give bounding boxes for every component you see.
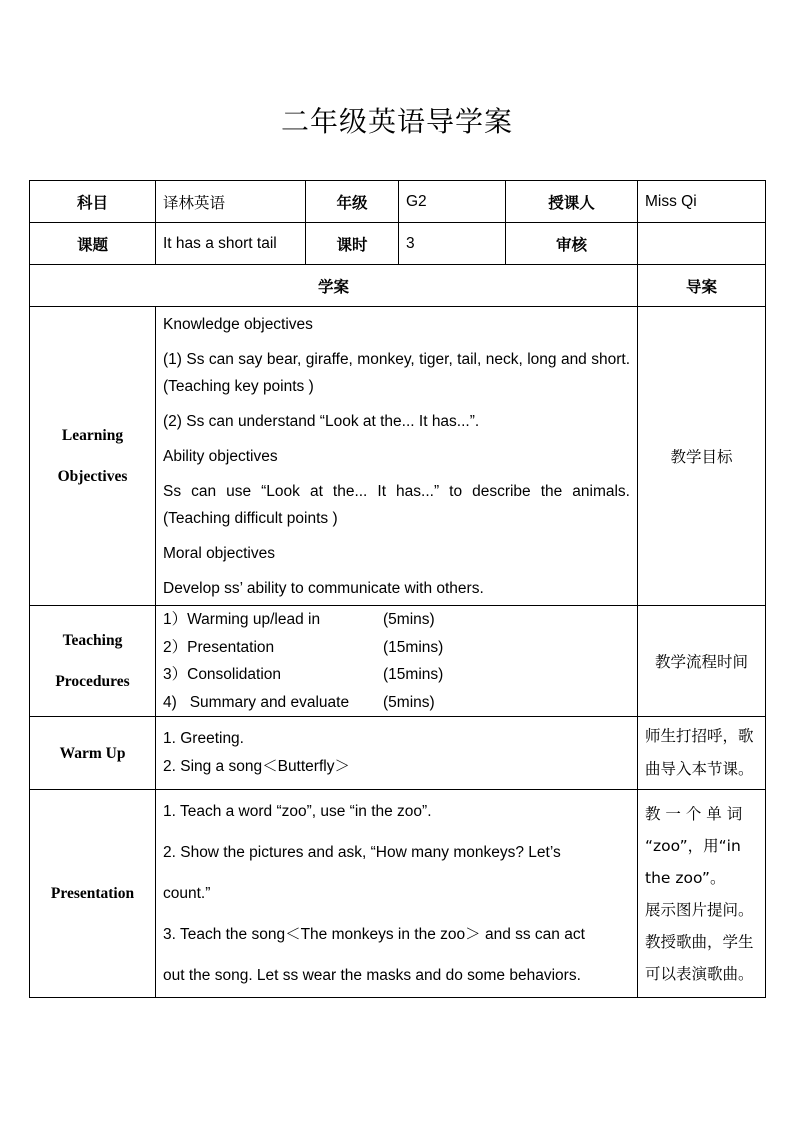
- lesson-plan-table: [29, 180, 766, 998]
- objectives-label: [30, 307, 156, 606]
- procedures-label: [30, 606, 156, 717]
- presentation-guide-line: the zoo”。: [645, 868, 726, 887]
- warmup-guide-line: 师生打招呼，歌: [645, 727, 754, 745]
- review-value: [638, 223, 766, 265]
- subject-label: 科目: [30, 181, 156, 223]
- warmup-content: [156, 717, 638, 790]
- topic-label: 课题: [30, 223, 156, 265]
- presentation-guide-line: 可以表演歌曲。: [645, 964, 754, 983]
- grade-value: G2: [399, 181, 506, 223]
- presentation-line: 3. Teach the song＜The monkeys in the zoo＞ and ss can act: [163, 926, 585, 943]
- objectives-line: Ss can use “Look at the... It has...” to describe the animals. (Teaching difficult points ): [163, 482, 630, 527]
- presentation-line: count.”: [163, 885, 211, 902]
- objectives-line: Moral objectives: [163, 544, 275, 562]
- objectives-label-line2: Objectives: [57, 468, 128, 485]
- procedure-step-time: (15mins): [383, 638, 444, 656]
- procedure-step-label: 3）Consolidation: [163, 666, 282, 683]
- period-value: 3: [399, 223, 506, 265]
- procedure-step-label: 2）Presentation: [163, 638, 275, 656]
- objectives-line: Ability objectives: [163, 447, 278, 465]
- objectives-content: [156, 307, 638, 606]
- learning-plan-header: 学案: [30, 265, 638, 307]
- guidance-header: 导案: [638, 265, 766, 307]
- column-header-row: [30, 265, 766, 307]
- page-title: 二年级英语导学案: [280, 105, 513, 138]
- presentation-row: [30, 790, 766, 998]
- procedure-step: [163, 606, 630, 634]
- procedure-step: [163, 689, 630, 717]
- procedures-content: [156, 606, 638, 717]
- objectives-line: Develop ss’ ability to communicate with others.: [163, 579, 484, 597]
- procedure-step-time: (15mins): [383, 666, 444, 683]
- presentation-line: 2. Show the pictures and ask, “How many monkeys? Let’s: [163, 844, 561, 861]
- presentation-guide-line: 教 一 个 单 词: [645, 804, 743, 823]
- procedure-step-label: 4) Summary and evaluate: [163, 693, 350, 711]
- warmup-item: 2. Sing a song＜Butterfly＞: [163, 758, 350, 775]
- procedure-step: [163, 661, 630, 689]
- procedure-step-time: (5mins): [383, 611, 435, 628]
- warmup-row: [30, 717, 766, 790]
- objectives-line: Knowledge objectives: [163, 315, 313, 333]
- warmup-label: Warm Up: [30, 717, 156, 790]
- grade-label: 年级: [306, 181, 399, 223]
- presentation-guide: [638, 790, 766, 998]
- procedure-step-label: 1）Warming up/lead in: [163, 611, 321, 628]
- objectives-guide: 教学目标: [638, 307, 766, 606]
- procedures-label-line2: Procedures: [55, 673, 130, 690]
- warmup-item: 1. Greeting.: [163, 730, 244, 747]
- procedures-row: [30, 606, 766, 717]
- teacher-value: Miss Qi: [638, 181, 766, 223]
- header-row-1: [30, 181, 766, 223]
- objectives-line: (2) Ss can understand “Look at the... It has...”.: [163, 412, 480, 430]
- procedures-label-line1: Teaching: [62, 632, 123, 649]
- review-label: 审核: [506, 223, 638, 265]
- presentation-guide-line: “zoo”，用“in: [645, 836, 741, 855]
- procedures-guide: 教学流程时间: [638, 606, 766, 717]
- subject-value: 译林英语: [156, 181, 306, 223]
- objectives-line: (1) Ss can say bear, giraffe, monkey, tiger, tail, neck, long and short. (Teaching key points ): [163, 350, 630, 395]
- warmup-guide-line: 曲导入本节课。: [645, 760, 754, 778]
- teacher-label: 授课人: [506, 181, 638, 223]
- objectives-label-line1: Learning: [61, 427, 124, 444]
- objectives-row: [30, 307, 766, 606]
- presentation-line: 1. Teach a word “zoo”, use “in the zoo”.: [163, 803, 432, 820]
- presentation-label: Presentation: [30, 790, 156, 998]
- presentation-guide-line: 教授歌曲，学生: [645, 932, 754, 951]
- procedure-step-time: (5mins): [383, 693, 435, 711]
- topic-value: It has a short tail: [156, 223, 306, 265]
- header-row-2: [30, 223, 766, 265]
- procedure-step: [163, 634, 630, 662]
- presentation-guide-line: 展示图片提问。: [645, 900, 754, 919]
- presentation-content: [156, 790, 638, 998]
- period-label: 课时: [306, 223, 399, 265]
- presentation-line: out the song. Let ss wear the masks and do some behaviors.: [163, 967, 581, 984]
- warmup-guide: [638, 717, 766, 790]
